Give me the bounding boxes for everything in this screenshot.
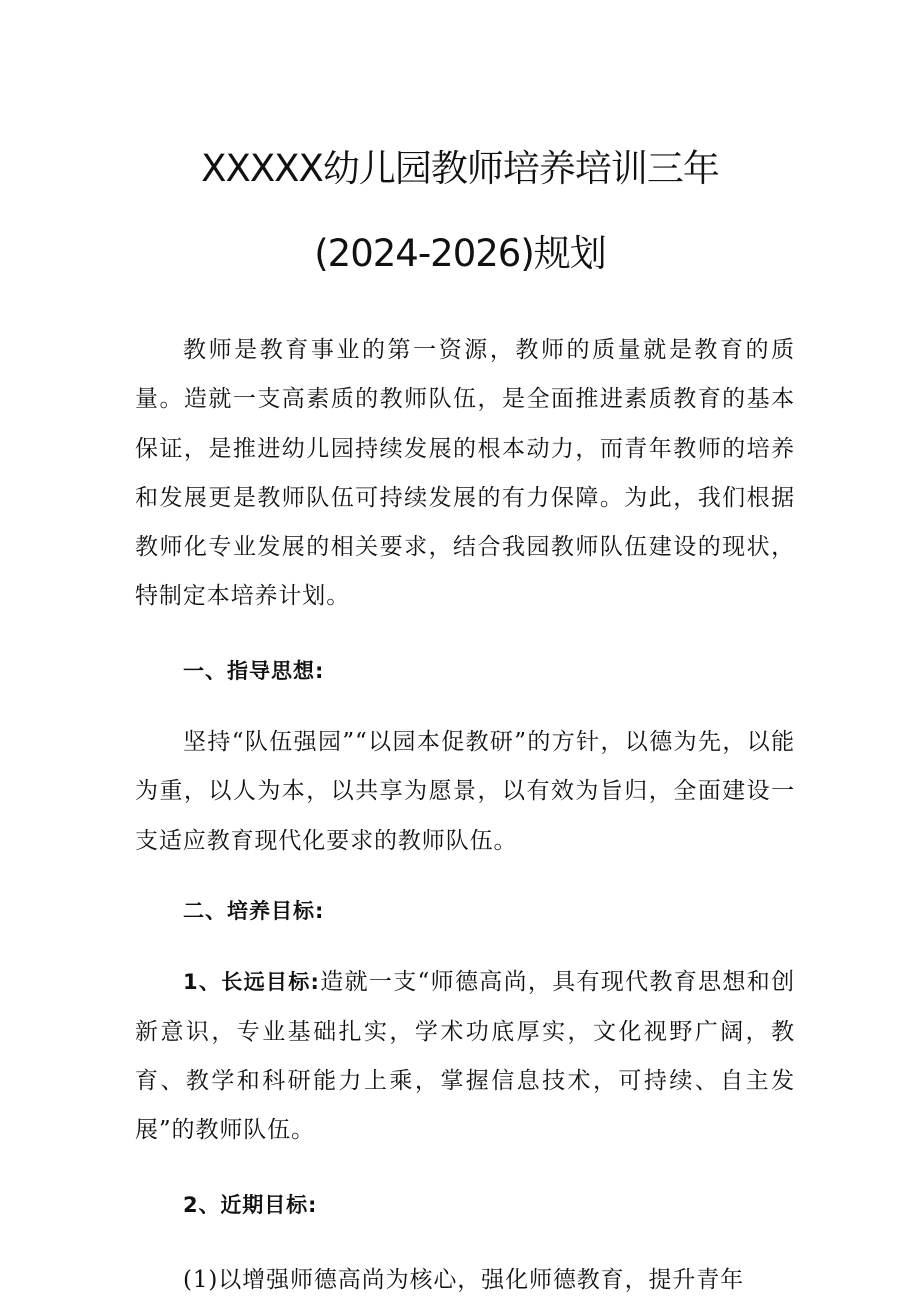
- document-body: [135, 326, 795, 1305]
- intro-paragraph: 教师是教育事业的第一资源，教师的质量就是教育的质量。造就一支高素质的教师队伍，是全面推进素质教育的基本保证，是推进幼儿园持续发展的根本动力，而青年教师的培养和发展更是教师队伍可持续发展的有力保障。为此，我们根据教师化专业发展的相关要求，结合我园教师队伍建设的现状，特制定本培养计划。: [135, 337, 795, 610]
- section-heading-training-goals: 二、培养目标:: [183, 898, 325, 923]
- long-term-goal-label: 1、长远目标:: [183, 970, 320, 995]
- long-term-goal-text: 造就一支“师德高尚，具有现代教育思想和创新意识，专业基础扎实，学术功底厚实，文化视野广阔，教育、教学和科研能力上乘，掌握信息技术，可持续、自主发展”的教师队伍。: [135, 969, 796, 1144]
- document-title-line1: XXXXX幼儿园教师培养培训三年: [201, 147, 719, 190]
- long-term-goal-paragraph: [135, 958, 795, 1155]
- near-term-goal-heading: [135, 1181, 795, 1230]
- near-term-goal-label: 2、近期目标:: [183, 1193, 318, 1218]
- near-term-goal-item-1: (1)以增强师德高尚为核心，强化师德教育，提升青年: [183, 1266, 745, 1293]
- guiding-ideology-paragraph: 坚持“队伍强园”“以园本促教研”的方针，以德为先，以能为重，以人为本，以共享为愿景，以有效为旨归，全面建设一支适应教育现代化要求的教师队伍。: [135, 729, 795, 854]
- document-title-line2: (2024-2026)规划: [314, 232, 606, 275]
- section-heading-guiding-ideology: 一、指导思想:: [183, 658, 325, 683]
